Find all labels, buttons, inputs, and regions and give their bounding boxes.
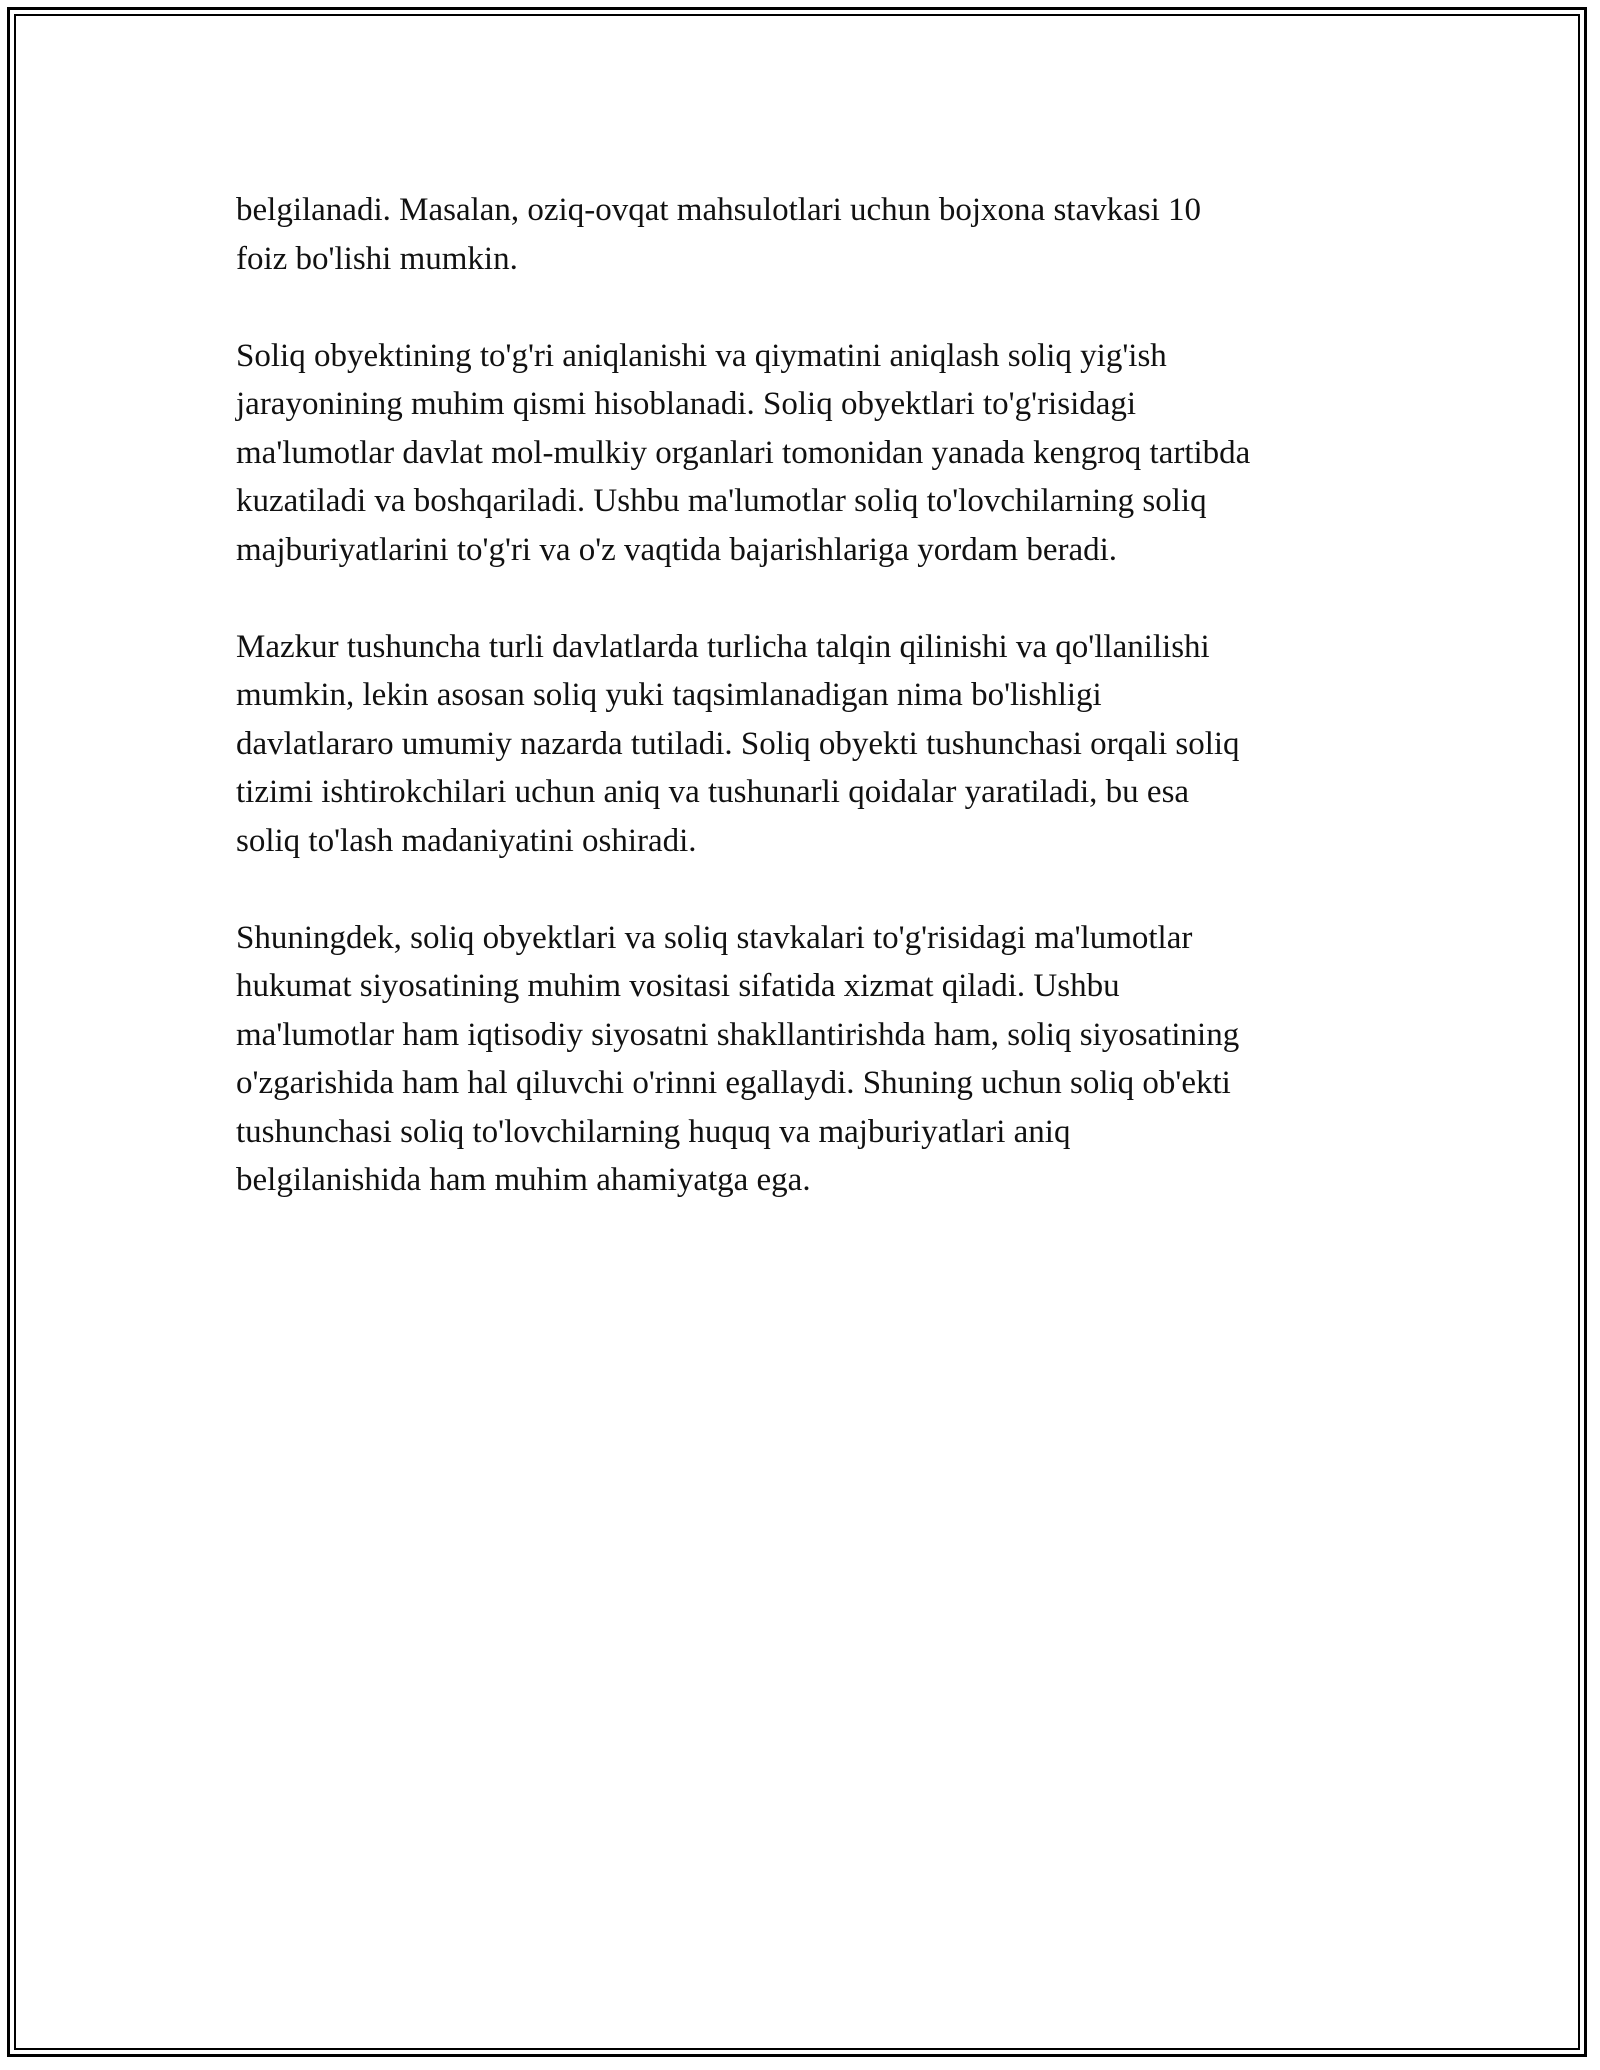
paragraph-4: Shuningdek, soliq obyektlari va soliq stavkalari to'g'risidagi ma'lumotlar hukumat siyosatining muhim vositasi sifatida xizmat qiladi. Ushbu ma'lumotlar ham iqtisodiy siyosatni shakllantirishda ham, soliq siyosatining o'zgarishida ham hal qiluvchi o'rinni egallaydi. Shuning uchun soliq ob'ekti tushunchasi soliq to'lovchilarning huquq va majburiyatlari aniq belgilanishida ham muhim ahamiyatga ega. xyxy=(236,919,1240,1198)
paragraph-3: Mazkur tushuncha turli davlatlarda turlicha talqin qilinishi va qo'llanilishi mumkin, lekin asosan soliq yuki taqsimlanadigan nima bo'lishligi davlatlararo umumiy nazarda tutiladi. Soliq obyekti tushunchasi orqali soliq tizimi ishtirokchilari uchun aniq va tushunarli qoidalar yaratiladi, bu esa soliq to'lash madaniyatini oshiradi. xyxy=(236,628,1240,859)
document-body xyxy=(236,186,1376,1253)
paragraph-1: belgilanadi. Masalan, oziq-ovqat mahsulotlari uchun bojxona stavkasi 10 foiz bo'lishi mumkin. xyxy=(236,192,1202,277)
paragraph-2: Soliq obyektining to'g'ri aniqlanishi va qiymatini aniqlash soliq yig'ish jarayonining muhim qismi hisoblanadi. Soliq obyektlari to'g'risidagi ma'lumotlar davlat mol-mulkiy organlari tomonidan yanada kengroq tartibda kuzatiladi va boshqariladi. Ushbu ma'lumotlar soliq to'lovchilarning soliq majburiyatlarini to'g'ri va o'z vaqtida bajarishlariga yordam beradi. xyxy=(236,337,1251,568)
